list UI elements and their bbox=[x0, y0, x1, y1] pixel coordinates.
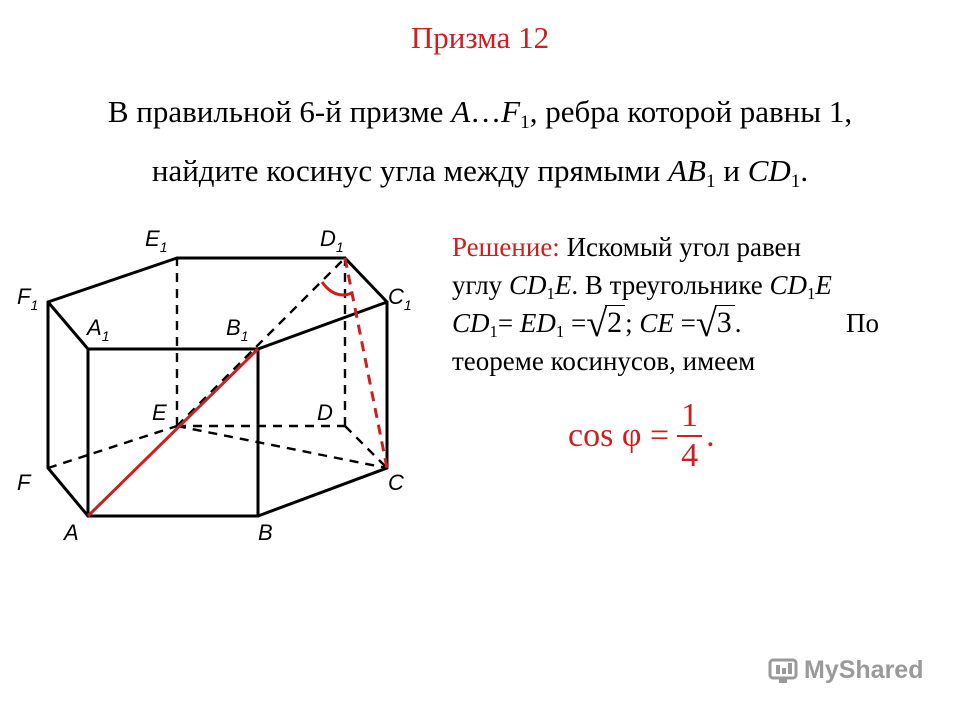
problem-line-2: найдите косинус угла между прямыми $AB_1$ и $CD_1$. bbox=[151, 152, 809, 192]
solution-line-3: $CD_1= ED_1 =√2$ ; CE =√3 . По bbox=[452, 303, 879, 345]
label-A: A bbox=[64, 520, 79, 545]
edge-B-C bbox=[258, 468, 387, 516]
label-F1: $F_1$ bbox=[17, 284, 39, 313]
myshared-watermark bbox=[768, 656, 923, 685]
segment-A-B1 bbox=[88, 349, 258, 516]
label-D1: $D_1$ bbox=[320, 226, 344, 255]
label-C1: $C_1$ bbox=[388, 284, 412, 313]
label-B: B bbox=[258, 520, 273, 545]
formula-fraction bbox=[677, 397, 702, 475]
label-E: E bbox=[152, 400, 167, 425]
formula-denominator: 4 bbox=[681, 437, 699, 474]
label-C: C bbox=[388, 470, 404, 495]
solution-text bbox=[452, 228, 922, 380]
hexagonal-prism-diagram bbox=[0, 210, 440, 550]
watermark-text: MyShared bbox=[804, 656, 924, 684]
formula-end: . bbox=[706, 417, 715, 454]
label-E1: $E_1$ bbox=[145, 226, 168, 255]
edge-A1-F1 bbox=[48, 302, 88, 349]
solution-line-4: теореме косинусов, имеем bbox=[452, 346, 756, 376]
segment-D1-C-hidden bbox=[345, 258, 387, 468]
formula-lhs: cos φ = bbox=[568, 417, 670, 454]
formula-numerator: 1 bbox=[677, 397, 702, 437]
solution-line-2: углу $CD_1E$. В треугольнике $CD_1E$ bbox=[452, 270, 832, 304]
label-A1: $A_1$ bbox=[87, 315, 110, 344]
segment-E-C bbox=[177, 426, 387, 468]
problem-line-1: В правильной 6-й призме $A\dots F_1$, ребра которой равны 1, bbox=[107, 94, 853, 133]
edge-F-A bbox=[48, 468, 88, 516]
sqrt-two: √2 bbox=[586, 304, 625, 343]
sqrt-three: √3 bbox=[696, 304, 735, 343]
label-F: F bbox=[17, 470, 31, 495]
cosine-formula bbox=[568, 396, 715, 476]
slide-title: Призма 12 bbox=[410, 20, 550, 55]
problem-statement bbox=[20, 88, 940, 206]
angle-arc bbox=[322, 282, 352, 295]
myshared-logo-icon bbox=[768, 657, 798, 685]
edge-C1-B1 bbox=[258, 302, 387, 349]
solution-line-1: Решение: Искомый угол равен bbox=[452, 232, 801, 262]
solution-label: Решение: bbox=[452, 232, 560, 262]
edge-F1-E1 bbox=[48, 258, 177, 302]
label-D: D bbox=[317, 400, 333, 425]
label-B1: $B_1$ bbox=[226, 315, 249, 344]
